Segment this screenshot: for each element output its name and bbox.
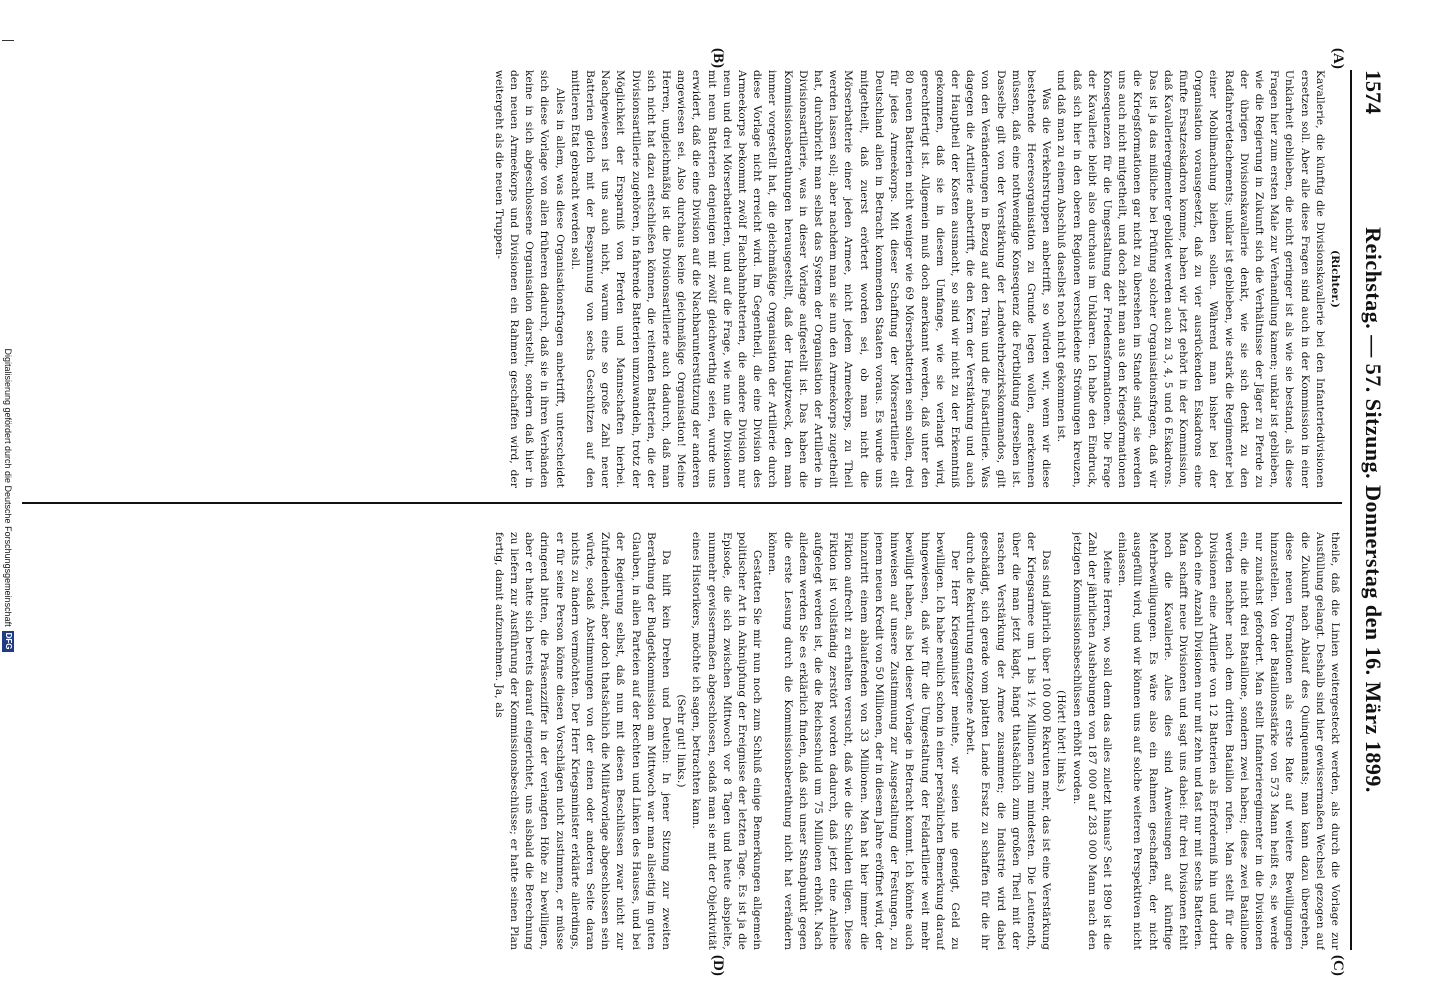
right-paragraph-2: Meine Herren, wo soll denn das alles zuletzt hinaus? Seit 1890 ist die Zahl der jährlichen Aushebungen von 187 000 auf 283 000 Mann nach den jetzigen Kommissionsbeschlüssen erhöht worden. bbox=[1070, 532, 1113, 950]
page-number: 1574 bbox=[1361, 70, 1386, 114]
right-paragraph-1: theile, daß die Linien weitergesteckt werden, als durch die Vorlage zur Ausfüllung gelangt. Deshalb sind hier gewissermaßen Wechsel gezogen auf die Zukunft nach Ablauf des Quinquennats; man kann dazu übergehen, diese neuen Formationen als erste Rate auf weitere Bewilligungen hinzustellen. Von der Bataillonsstärke von 573 Mann heißt es, sie werde nur zunächst gefordert. Man stellt Infanterieregimenter in die Divisionen ein, die nicht drei Bataillone, sondern zwei haben; diese zwei Bataillone werden nachher nach dem dritten Bataillon rufen. Man stellt für die Divisionen eine Artillerie von 12 Batterien als Erforderniß hin und dotirt doch eine Anzahl Divisionen nur mit zehn und fast nur mit sechs Batterien. Man schafft neue Divisionen und sagt uns dabei: für drei Divisionen fehlt noch die Kavallerie. Alles dies sind Anweisungen auf künftige Mehrbewilligungen. Es wäre also ein Rahmen geschaffen, der nicht ausgefüllt wird, und wir können uns auf solche weiteren Perspektiven nicht einlassen. bbox=[1116, 532, 1341, 950]
digitization-footer bbox=[0, 0, 16, 1000]
left-paragraph-3: Alles in allem, was diese Organisationsfragen anbetrifft, unterscheidet sich diese Vorlage von allen früheren dadurch, daß sie in ihren Verbänden keine in sich abgeschlossene Organisation darstellt, sondern daß hier in den neuen Armeekorps und Divisionen ein Rahmen geschaffen wird, der weitergeht als die neuen Truppen- bbox=[492, 70, 566, 488]
column-divider bbox=[22, 502, 1342, 504]
interjection-2: (Sehr gut! links.) bbox=[675, 694, 688, 788]
page-header bbox=[1352, 70, 1386, 950]
right-text-column bbox=[22, 532, 1342, 950]
header-rule bbox=[1350, 70, 1352, 950]
margin-marker-b: (B) bbox=[710, 48, 726, 68]
left-paragraph-1: Kavallerie, die künftig die Divisionskavallerie bei den Infanteriedivisionen ersetzen soll. Aber alle diese Fragen sind auch in der Kommission in einer Unklarheit geblieben, die nicht geringer ist als wie sie bestand, als diese Fragen hier zum ersten Male zur Verhandlung kamen; unklar ist geblieben, wie die Regierung in Zukunft sich die Verhältnisse der Jäger zu Pferde zu der übrigen Divisionskavallerie denkt, wie sie sich denkt zu den Radfahrerdetachements; unklar ist geblieben, wie stark die Regimenter bei einer Mobilmachung bleiben sollen. Während man bisher bei der Organisation vorausgesetzt, daß zu vier ausrückenden Eskadrons eine fünfte Ersatzeskadron komme, haben wir jetzt gehört in der Kommission, daß Kavallerieregimenter gebildet werden auch zu 3, 4, 5 und 6 Eskadrons. Das ist ja das mißliche bei Prüfung solcher Organisationsfragen, daß wir die Kriegsformationen gar nicht zu übersehen im Stande sind, sie werden uns auch nicht mitgetheilt, und doch zieht man aus den Kriegsformationen Konsequenzen für die Umgestaltung der Friedensformationen. Die Frage der Kavallerie bleibt also durchaus im Unklaren. Ich habe den Eindruck, daß sich hier in den oberen Regionen verschiedene Strömungen kreuzen, und daß man zu einem Abschluß daselbst noch nicht gekommen ist. bbox=[1055, 70, 1326, 488]
right-paragraph-5: Gestatten Sie mir nun noch zum Schluß einige Bemerkungen allgemein politischer Art in Anknüpfung der Ereignisse der letzten Tage. Es ist ja die Episode, die sich zwischen Mittwoch vor 8 Tagen und heute abspielte, nunmehr gewissermaßen abgeschlossen, sodaß man sie mit der Objektivität eines Historikers, möchte ich sagen, betrachten kann. bbox=[690, 532, 764, 950]
speaker-label: (Richter.) bbox=[1329, 250, 1341, 308]
margin-marker-d: (D) bbox=[710, 955, 726, 976]
right-paragraph-6: Da hilft kein Drehen und Deuteln: In jener Sitzung zur zweiten Berathung der Budgetkommission am Mittwoch war man allseitig im guten Glauben, in allen Parteien auf der Rechten und Linken des Hauses, und bei der Regierung selbst, daß nun mit diesen Beschlüssen zwar nicht zur Zufriedenheit, aber doch thatsächlich die Militärvorlage abgeschlossen sein würde, sodaß Abstimmungen von der einen oder anderen Seite daran nichts zu ändern vermöchten. Der Herr Kriegsminister erklärte allerdings, er für seine Person könne diesen Vorschlägen nicht zustimmen, er müsse dringend bitten, die Präsenzziffer in der verlangten Höhe zu bewilligen, aber er hatte sich bereits darauf eingerichtet, uns alsbald die Berechnung zu liefern zur Ausführung der Kommissionsbeschlüsse; er hatte seinen Plan fertig, damit aufzunehmen. Ja, als bbox=[492, 532, 673, 950]
left-text-column bbox=[22, 70, 1342, 488]
margin-marker-a: (A) bbox=[1330, 48, 1346, 69]
page-title: Reichstag. — 57. Sitzung. Donnerstag den 16. März 1899. bbox=[1361, 227, 1386, 793]
margin-marker-c: (C) bbox=[1330, 955, 1346, 976]
footer-credit: Digitalisierung gefördert durch die Deutsche Forschungsgemeinschaft bbox=[3, 348, 13, 627]
dfg-logo-icon: DFG bbox=[4, 632, 13, 650]
interjection-1: (Hört! hört! links.) bbox=[1055, 690, 1068, 792]
right-paragraph-3: Das sind jährlich über 100 000 Rekruten mehr, das ist eine Verstärkung der Kriegsarmee um 1 bis 1½ Millionen zum mindesten. Die Leutenoth, über die man jetzt klagt, hängt thatsächlich zum großen Theil mit der raschen Verstärkung der Armee zusammen; die Industrie wird dabei geschädigt, sich gerade vom platten Lande Ersatz zu schaffen für die ihr durch die Rekrutirung entzogene Arbeit. bbox=[964, 532, 1053, 950]
right-paragraph-4: Der Herr Kriegsminister meinte, wir seien nie geneigt, Geld zu bewilligen. Ich habe neulich schon in einer persönlichen Bemerkung darauf hingewiesen, daß wir für die Umgestaltung der Feldartillerie weit mehr bewilligt haben, als bei dieser Vorlage in Betracht kommt. Ich könnte auch hinweisen auf unsere Zustimmung zur Ausgestaltung der Festungen, zu jenem neuen Kredit von 50 Millionen, der in diesem Jahre eröffnet wird, der hinzutritt einem ablaufenden von 33 Millionen. Man hat hier immer die Fiktion aufrecht zu erhalten versucht, daß wie die Schulden tilgen. Diese Fiktion ist vollständig zerstört worden dadurch, daß jetzt eine Anleihe aufgelegt werden ist, die die Reichsschuld um 75 Millionen erhöht. Nach alledem werden Sie es erklärlich finden, daß sich unser Standpunkt gegen die erste Lesung durch die Kommissionsberathung nicht hat verändern können. bbox=[766, 532, 961, 950]
left-paragraph-2: Was die Verkehrstruppen anbetrifft, so würden wir, wenn wir diese bestehende Heeresorganisation zu Grunde legen wollen, anerkennen müssen, daß eine nothwendige Konsequenz die Fortbildung derselben ist. Dasselbe gilt von der Verstärkung der Landwehrbezirkskommandos, gilt von den Veränderungen in Bezug auf den Train und die Fußartillerie. Was dagegen die Artillerie anbetrifft, die den Kern der Verstärkung und auch der Hauptheil der Kosten ausmacht, so sind wir nicht zu der Erkenntniß gekommen, daß sie in diesem Umfange, wie sie verlangt wird, gerechtfertigt ist. Allgemein muß doch anerkannt werden, daß unter den 80 neuen Batterien nicht weniger wie 69 Mörserbatterien sein sollen, drei für jedes Armeekorps. Mit dieser Schaffung der Mörserartillerie eilt Deutschland allen in Betracht kommenden Staaten voraus. Es wurde uns mitgetheilt, daß zuerst erörtert worden sei, ob man nicht die Mörserbatterie einer jeden Armee, nicht jedem Armeekorps, zu Theil werden lassen soll; aber nachdem man sie nun den Armeekorps zugetheilt hat, durchbricht man selbst das System der Organisation der Artillerie in Divisionsartillerie, was in dieser Vorlage aufgestellt ist. Das haben die Kommissionsberathungen herausgestellt, daß der Hauptzweck, den man immer vorgestellt hat, die gleichmäßige Organisation der Artillerie durch diese Vorlage nicht erreicht wird. Im Gegentheil, die eine Division des Armeekorps bekommt zwölf Flachbahnbatterien, die andere Division nur neun und drei Mörserbatterien, und auf die Frage, wie nun die Divisionen mit neun Batterien denjenigen mit zwölf gleichwerthig seien, wurde uns erwidert, daß die eine Division auf die Nachbarunterstützung der anderen angewiesen sei. Also durchaus keine gleichmäßige Organisation! Meine Herren, ungleichmäßig ist die Divisionsartillerie auch dadurch, daß man sich nicht hat dazu entschließen können, die reitenden Batterien, die der Divisionsartillerie zugehören, in fahrende Batterien umzuwandeln, trotz der Möglichkeit der Ersparniß von Pferden und Mannschaften hierbei. Nachgewiesen ist uns auch nicht, warum eine so große Zahl neuer Batterien gleich mit der Bespannung von sechs Geschützen auf den mittleren Etat gebracht werden soll. bbox=[568, 70, 1053, 488]
